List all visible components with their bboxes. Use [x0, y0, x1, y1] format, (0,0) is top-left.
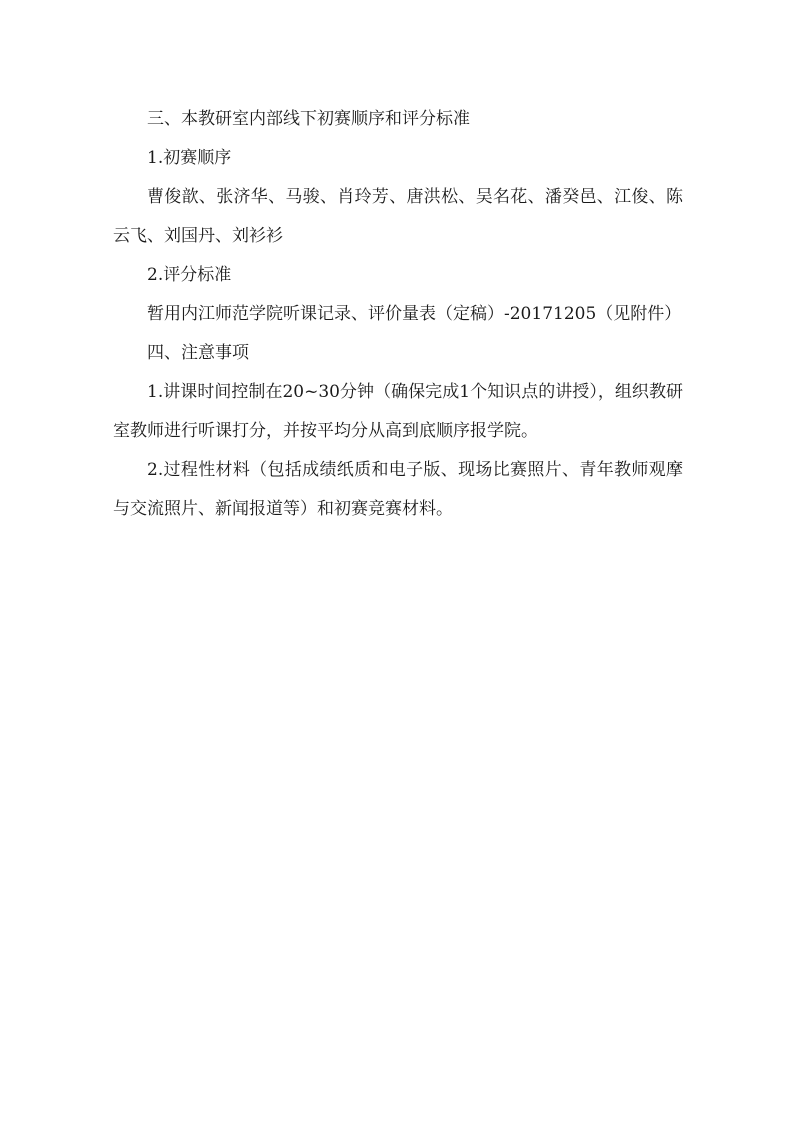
section-heading-4: 四、注意事项 [147, 343, 249, 363]
scoring-text: 暂用内江师范学院听课记录、评价量表（定稿）-20171205（见附件） [147, 304, 682, 324]
subheading-scoring: 2.评分标准 [147, 265, 232, 285]
participant-list: 曹俊歆、张济华、马骏、肖玲芳、唐洪松、吴名花、潘癸邑、江俊、陈云飞、刘国丹、刘衫衫 [113, 187, 683, 246]
note-item-2: 2.过程性材料（包括成绩纸质和电子版、现场比赛照片、青年教师观摩与交流照片、新闻报道等）和初赛竞赛材料。 [113, 460, 683, 519]
subheading-order: 1.初赛顺序 [147, 148, 232, 168]
document-body [113, 100, 683, 529]
note-item-1: 1.讲课时间控制在20~30分钟（确保完成1个知识点的讲授），组织教研室教师进行听课打分，并按平均分从高到底顺序报学院。 [113, 382, 683, 441]
section-heading-3: 三、本教研室内部线下初赛顺序和评分标准 [147, 109, 470, 129]
